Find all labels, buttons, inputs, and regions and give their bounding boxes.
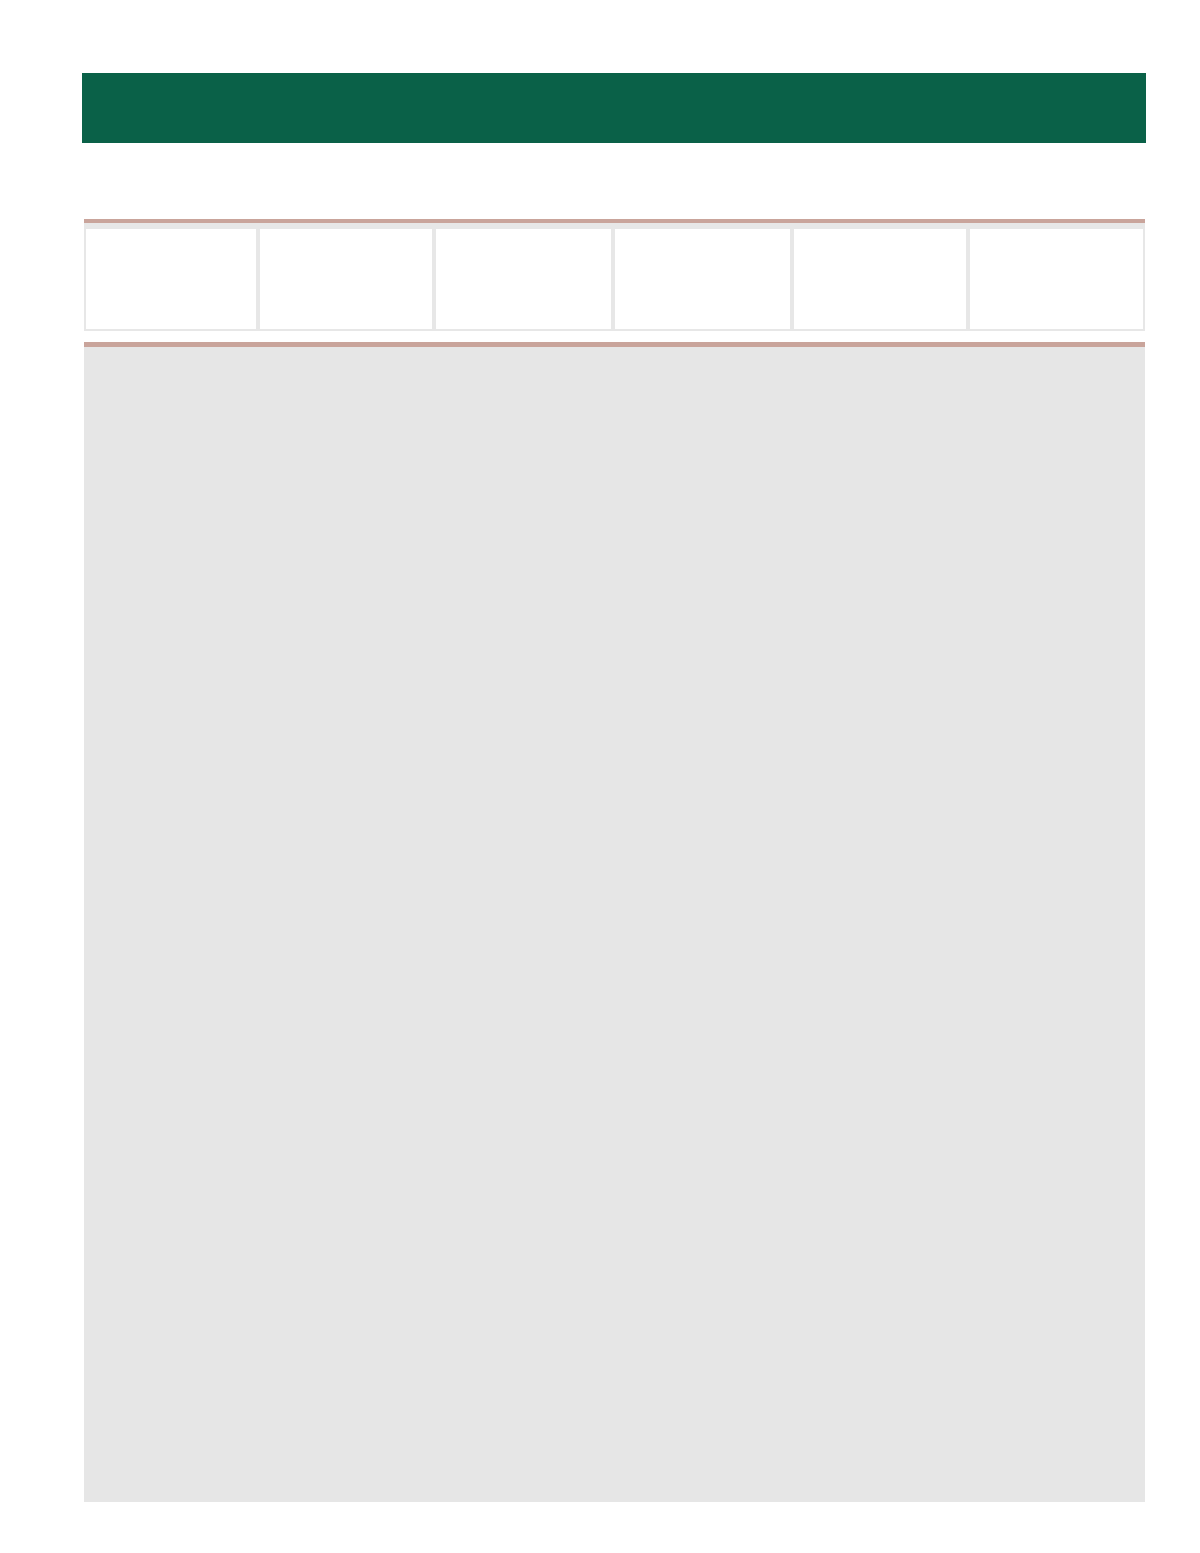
summary-steps	[86, 229, 256, 329]
summary-time	[794, 229, 966, 329]
summary-skipped	[615, 229, 790, 329]
summary-incorrect	[436, 229, 611, 329]
summary-correct	[260, 229, 432, 329]
report-banner	[82, 73, 1146, 143]
steps-table	[84, 342, 1145, 1502]
print-header	[0, 30, 1200, 50]
steps-grid	[84, 347, 1145, 1502]
summary-score	[970, 229, 1143, 329]
summary-panel	[84, 219, 1145, 331]
